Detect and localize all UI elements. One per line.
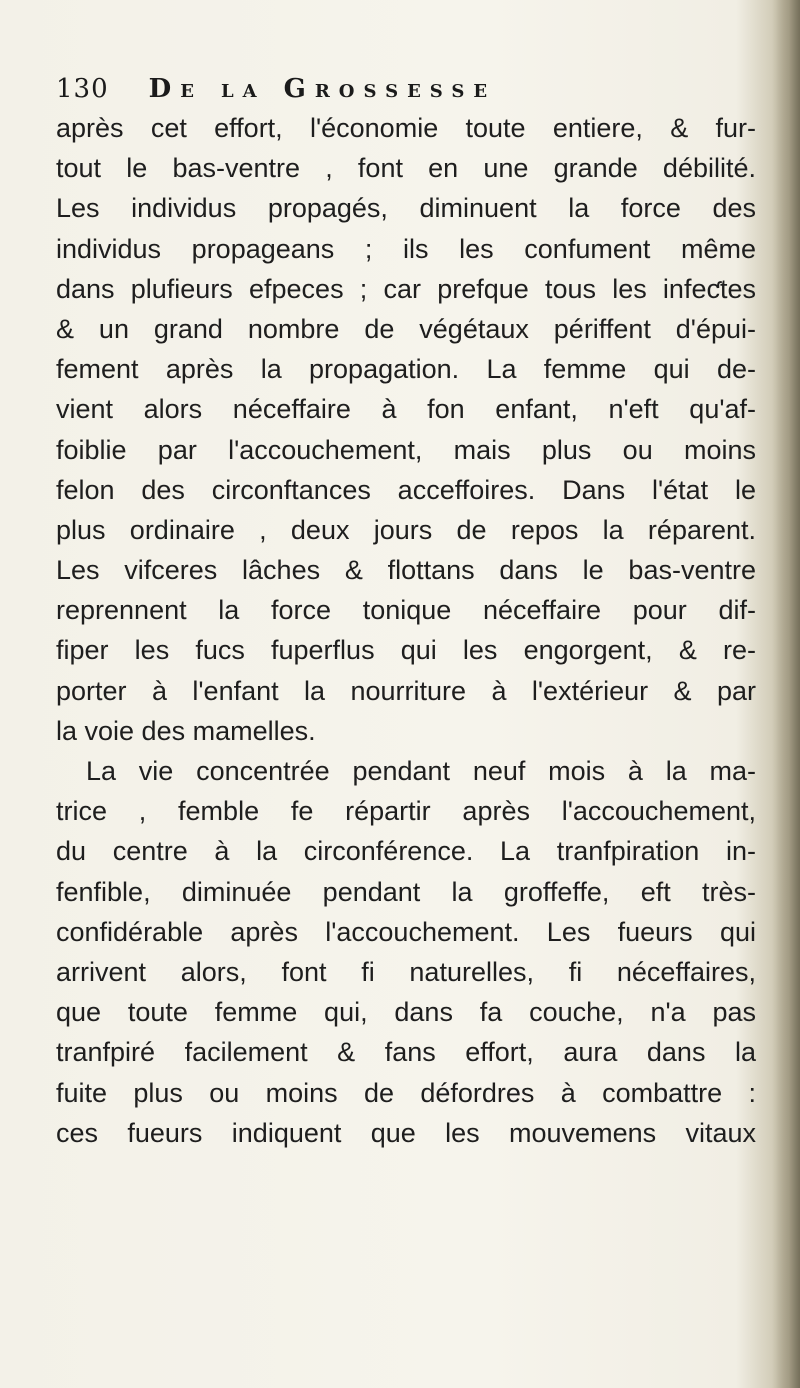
text-line: fuite plus ou moins de défordres à combattre : <box>56 1077 756 1108</box>
text-line: trice , femble fe répartir après l'accouchement, <box>56 796 756 827</box>
text-line: fement après la propagation. La femme qui de- <box>56 354 756 385</box>
text-line: tout le bas-ventre , font en une grande débilité. <box>56 153 756 184</box>
body-text <box>56 108 756 1153</box>
text-line: dans plufieurs efpeces ; car prefque tous les infeƈtes <box>56 273 756 304</box>
text-line: confidérable après l'accouchement. Les fueurs qui <box>56 916 756 947</box>
text-line: La vie concentrée pendant neuf mois à la ma- <box>86 756 756 786</box>
running-title: De la Grossesse <box>148 74 497 104</box>
text-line: Les vifceres lâches & flottans dans le bas-ventre <box>56 555 756 586</box>
text-line: arrivent alors, font fi naturelles, fi néceffaires, <box>56 956 756 987</box>
text-line: fiper les fucs fuperflus qui les engorgent, & re- <box>56 635 756 666</box>
text-line: porter à l'enfant la nourriture à l'extérieur & par <box>56 675 756 706</box>
text-line: plus ordinaire , deux jours de repos la réparent. <box>56 514 756 545</box>
text-line: fenfible, diminuée pendant la groffeffe, eft très- <box>56 876 756 907</box>
page-number: 130 <box>56 74 109 104</box>
text-line: tranfpiré facilement & fans effort, aura dans la <box>56 1037 756 1068</box>
text-line: vient alors néceffaire à fon enfant, n'eft qu'af- <box>56 394 756 425</box>
paragraph-2 <box>56 751 756 1153</box>
text-line: du centre à la circonférence. La tranfpiration in- <box>56 836 756 867</box>
page-edge-shadow <box>772 0 800 1388</box>
text-line: ces fueurs indiquent que les mouvemens vitaux <box>56 1117 756 1148</box>
text-line: felon des circonftances acceffoires. Dans l'état le <box>56 474 756 505</box>
text-line: la voie des mamelles. <box>56 715 316 746</box>
text-line: après cet effort, l'économie toute entiere, & fur- <box>56 113 756 143</box>
text-line: foiblie par l'accouchement, mais plus ou moins <box>56 434 756 465</box>
text-line: que toute femme qui, dans fa couche, n'a pas <box>56 997 756 1028</box>
text-line: reprennent la force tonique néceffaire pour dif- <box>56 595 756 626</box>
paragraph-1 <box>56 108 756 751</box>
text-line: individus propageans ; ils les confument même <box>56 233 756 264</box>
text-line: & un grand nombre de végétaux périffent d'épui- <box>56 313 756 344</box>
text-line: Les individus propagés, diminuent la force des <box>56 193 756 224</box>
